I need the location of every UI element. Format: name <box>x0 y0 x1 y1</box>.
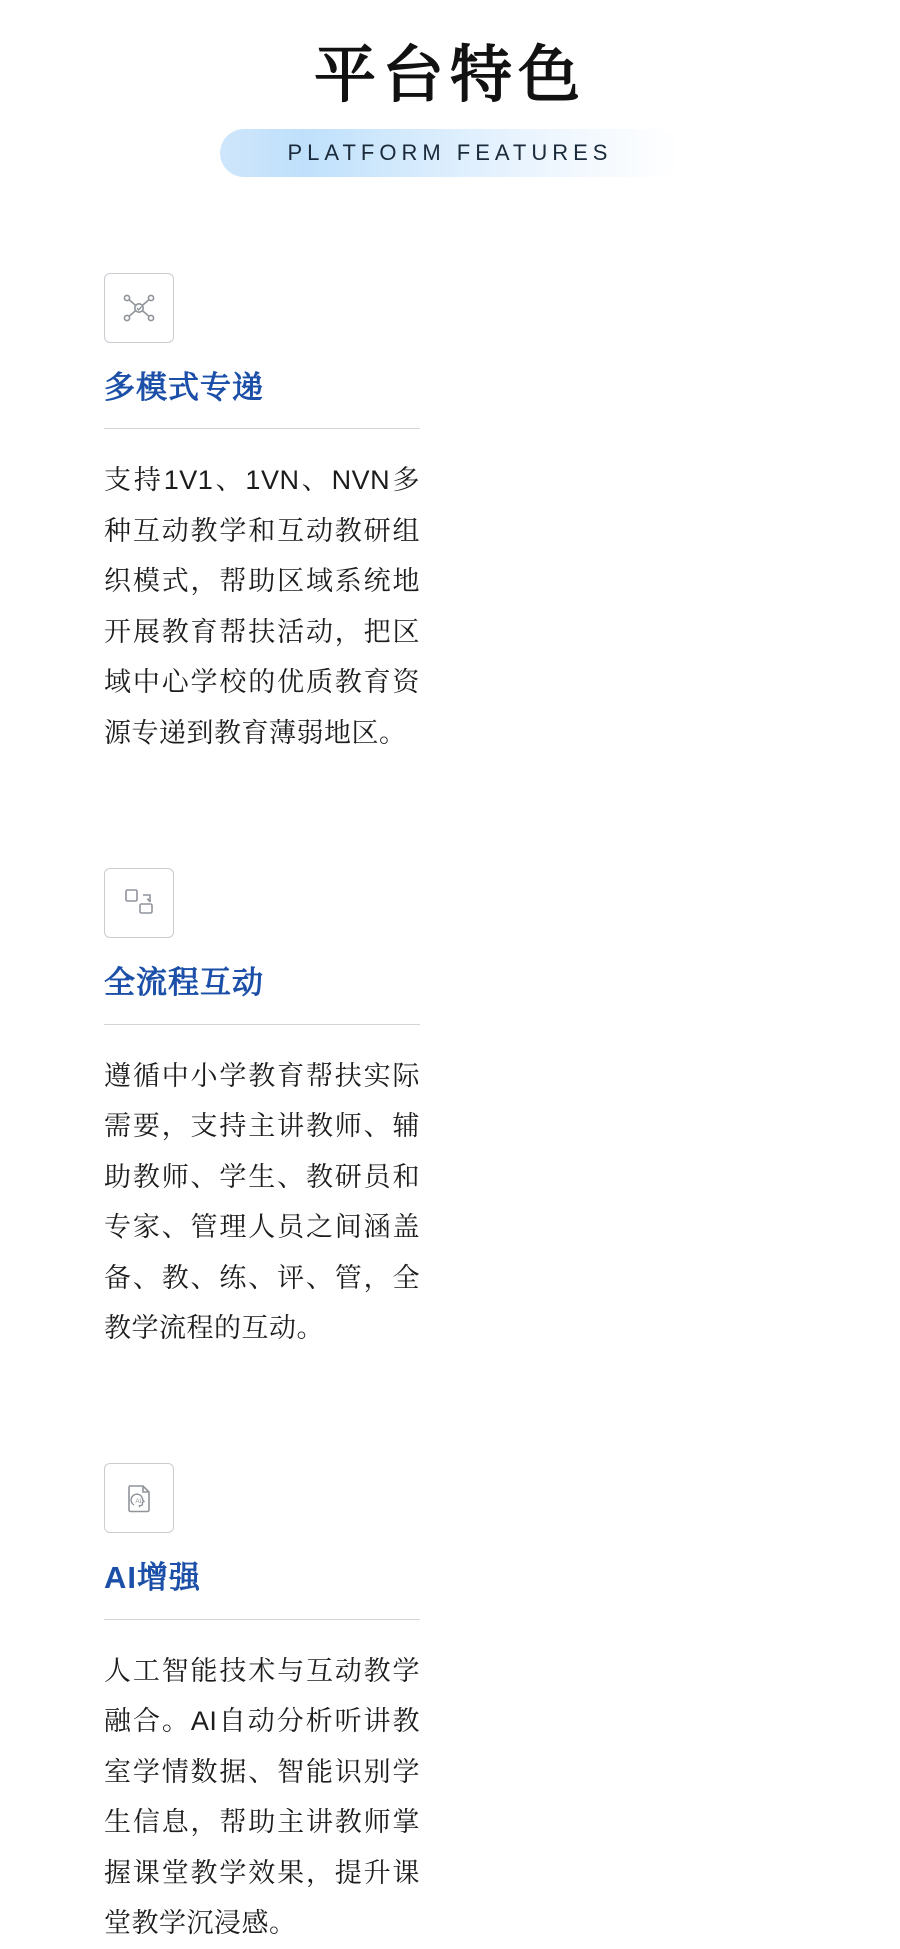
feature-description: 支持1V1、1VN、NVN多种互动教学和互动教研组织模式，帮助区域系统地开展教育帮扶活动，把区域中心学校的优质教育资源专递到教育薄弱地区。 <box>104 465 420 748</box>
feature-title: AI增强 <box>104 1560 201 1596</box>
page-subtitle-badge: PLATFORM FEATURES <box>220 129 680 177</box>
feature-divider <box>104 428 420 429</box>
feature-description: 遵循中小学教育帮扶实际需要，支持主讲教师、辅助教师、学生、教研员和专家、管理人员之间涵盖备、教、练、评、管，全教学流程的互动。 <box>104 1060 420 1343</box>
feature-divider <box>104 1619 420 1620</box>
network-nodes-icon <box>104 273 174 343</box>
flow-blocks-icon <box>104 868 174 938</box>
feature-grid <box>0 273 900 1948</box>
feature-card <box>104 868 420 1353</box>
page-subtitle-wrap <box>0 129 900 177</box>
feature-card <box>104 1463 420 1948</box>
page-header <box>0 0 900 177</box>
svg-text:AI: AI <box>135 1498 142 1506</box>
ai-head-icon <box>104 1463 174 1533</box>
feature-divider <box>104 1024 420 1025</box>
feature-title: 全流程互动 <box>104 965 264 1001</box>
page-title: 平台特色 <box>313 41 586 110</box>
feature-description: 人工智能技术与互动教学融合。AI自动分析听讲教室学情数据、智能识别学生信息，帮助主讲教师掌握课堂教学效果，提升课堂教学沉浸感。 <box>104 1655 420 1939</box>
feature-card <box>104 273 420 758</box>
feature-title: 多模式专递 <box>104 370 264 406</box>
